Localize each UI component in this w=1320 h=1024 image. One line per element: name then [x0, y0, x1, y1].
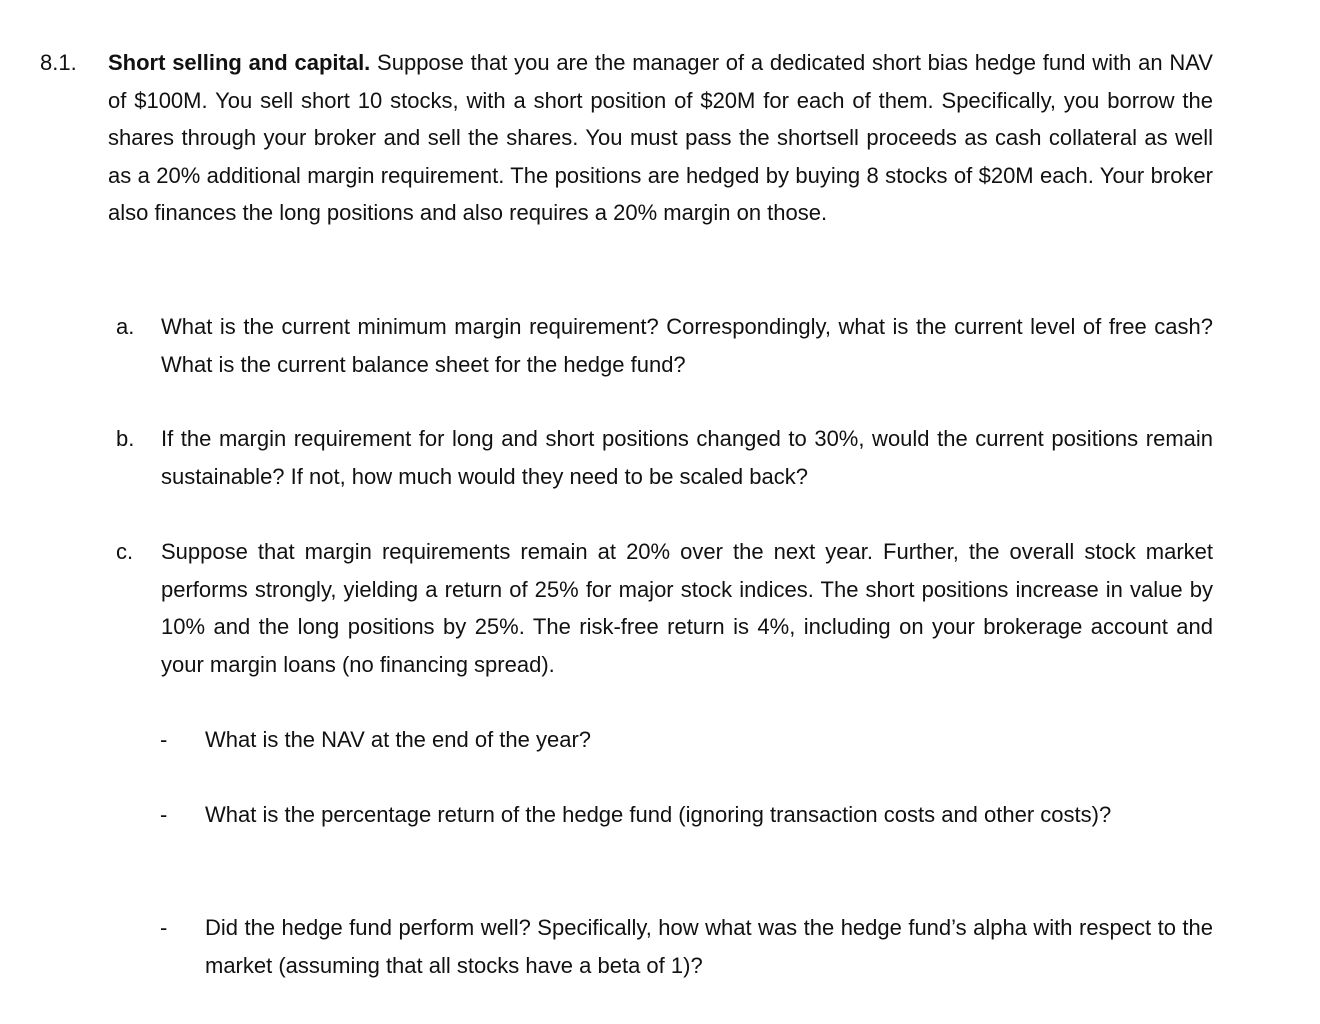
part-c-text: Suppose that margin requirements remain at 20% over the next year. Further, the overall stock market performs strongly, yielding a return of 25% for major stock indices. The short positions increase in value by 10% and the long positions by 25%. The risk-free return is 4%, including on your brokerage account and your margin loans (no financing spread). [161, 539, 1213, 677]
part-b-marker: b. [116, 426, 135, 451]
dash-bullet: - [160, 915, 168, 940]
dash-bullet: - [160, 727, 168, 752]
subquestion-text: What is the percentage return of the hedge fund (ignoring transaction costs and other costs)? [205, 802, 1112, 827]
part-a-text: What is the current minimum margin requirement? Correspondingly, what is the current level of free cash? What is the current balance sheet for the hedge fund? [161, 314, 1213, 377]
part-a-marker: a. [116, 314, 135, 339]
problem-title: Short selling and capital. [108, 50, 371, 75]
dash-bullet: - [160, 802, 168, 827]
problem-number: 8.1. [40, 50, 77, 75]
subquestion-text: What is the NAV at the end of the year? [205, 727, 592, 752]
part-c-marker: c. [116, 539, 134, 564]
problem-body-text: Suppose that you are the manager of a dedicated short bias hedge fund with an NAV of $100M. You sell short 10 stocks, with a short position of $20M for each of them. Specifically, you borrow the shares through your broker and sell the shares. You must pass the shortsell proceeds as cash collateral as well as a 20% additional margin requirement. The positions are hedged by buying 8 stocks of $20M each. Your broker also finances the long positions and also requires a 20% margin on those. [108, 50, 1213, 226]
part-b-text: If the margin requirement for long and short positions changed to 30%, would the current positions remain sustainable? If not, how much would they need to be scaled back? [161, 426, 1213, 489]
subquestion-text: Did the hedge fund perform well? Specifically, how what was the hedge fund’s alpha with respect to the market (assuming that all stocks have a beta of 1)? [205, 915, 1213, 978]
problem-statement [108, 44, 1213, 232]
